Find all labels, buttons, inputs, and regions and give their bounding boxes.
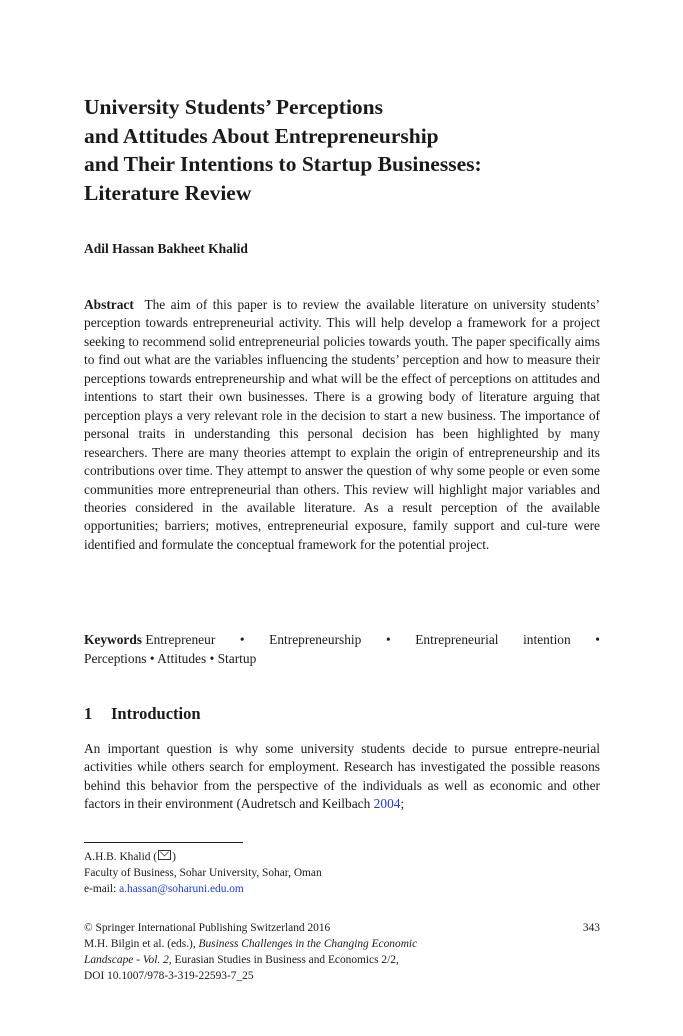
intro-text: An important question is why some university students decide to pursue entrepre-neurial activities while others search for employment. Research has investigated the possible reasons behind this behavior from the perspective of the individuals as well as economic and other factors in their environment (Audretsch and Keilbach: [84, 741, 600, 812]
keywords-line: [84, 631, 600, 650]
abstract: [84, 296, 600, 554]
envelope-icon: [158, 850, 171, 860]
keyword: Entrepreneur: [145, 632, 216, 647]
abstract-label: Abstract: [84, 297, 134, 312]
page-number: 343: [582, 922, 600, 934]
book-title-volume: Landscape - Vol. 2: [84, 954, 169, 966]
title-line: and Their Intentions to Startup Businesses:: [84, 152, 482, 176]
title-line: Literature Review: [84, 180, 252, 205]
copyright-block: [84, 920, 600, 984]
section-number: 1: [84, 704, 93, 723]
keyword-separator: •: [595, 632, 600, 647]
section-title: Introduction: [111, 704, 201, 723]
footnote-affiliation: Faculty of Business, Sohar University, Sohar, Oman: [84, 867, 322, 879]
intro-trail: ;: [400, 796, 405, 812]
copyright-line: © Springer International Publishing Switzerland 2016: [84, 922, 331, 934]
keywords: [84, 631, 600, 668]
keyword-separator: •: [385, 632, 391, 647]
doi-line: DOI 10.1007/978-3-319-22593-7_25: [84, 970, 254, 982]
footnote-email-line: [84, 881, 600, 897]
title-line: University Students’ Perceptions: [84, 95, 383, 119]
abstract-text: The aim of this paper is to review the available literature on university students’ perception towards entrepreneurial activity. This will help develop a framework for a project seeking to recommend solid entrepreneurial policies towards youth. The paper specifically aims to find out what are the variables influencing the students’ perception and how to measure their perceptions towards entrepreneurship and what will be the effect of perceptions on attitudes and intentions to start their own businesses. There is a growing body of literature arguing that perception plays a very relevant role in the decision to start a new business. The importance of personal traits in understanding this personal decision has been highlighted by many researchers. There are many theories attempt to explain the origin of entrepreneurship and its contributions over time. They attempt to answer the question of why some people or even some communities more entrepreneurial than others. This review will highlight major variables and theories considered in the available literature. As a result perception of the available opportunities; barriers; motives, entrepreneurial exposure, family support and cul-ture were identified and formulate the conceptual framework for the potential project.: [84, 297, 600, 552]
keyword: intention: [523, 632, 571, 647]
paper-title: [84, 93, 600, 207]
intro-paragraph: [84, 740, 600, 814]
title-line: and Attitudes About Entrepreneurship: [84, 123, 439, 148]
footnote-author: [84, 849, 600, 865]
section-heading: [84, 703, 201, 725]
footnote-author-name: A.H.B. Khalid (: [84, 851, 158, 863]
keywords-line: Perceptions • Attitudes • Startup: [84, 650, 257, 666]
email-link[interactable]: a.hassan@soharuni.edu.om: [119, 883, 244, 895]
series-info: , Eurasian Studies in Business and Economics 2/2,: [168, 954, 399, 966]
keyword: Entrepreneurship: [269, 632, 362, 647]
keyword: Entrepreneurial: [415, 632, 499, 647]
book-title: Business Challenges in the Changing Economic: [198, 938, 418, 950]
keywords-label: Keywords: [84, 632, 143, 647]
footnote: [84, 849, 600, 897]
citation-editors: M.H. Bilgin et al. (eds.),: [84, 938, 199, 950]
footnote-paren: ): [172, 851, 176, 863]
keyword-separator: •: [239, 632, 245, 647]
email-label: e-mail:: [84, 883, 120, 895]
footnote-divider: [84, 842, 243, 843]
citation-line: [84, 952, 600, 968]
author-name: Adil Hassan Bakheet Khalid: [84, 241, 248, 256]
citation-line: [84, 936, 600, 952]
citation-link[interactable]: 2004: [373, 796, 401, 812]
